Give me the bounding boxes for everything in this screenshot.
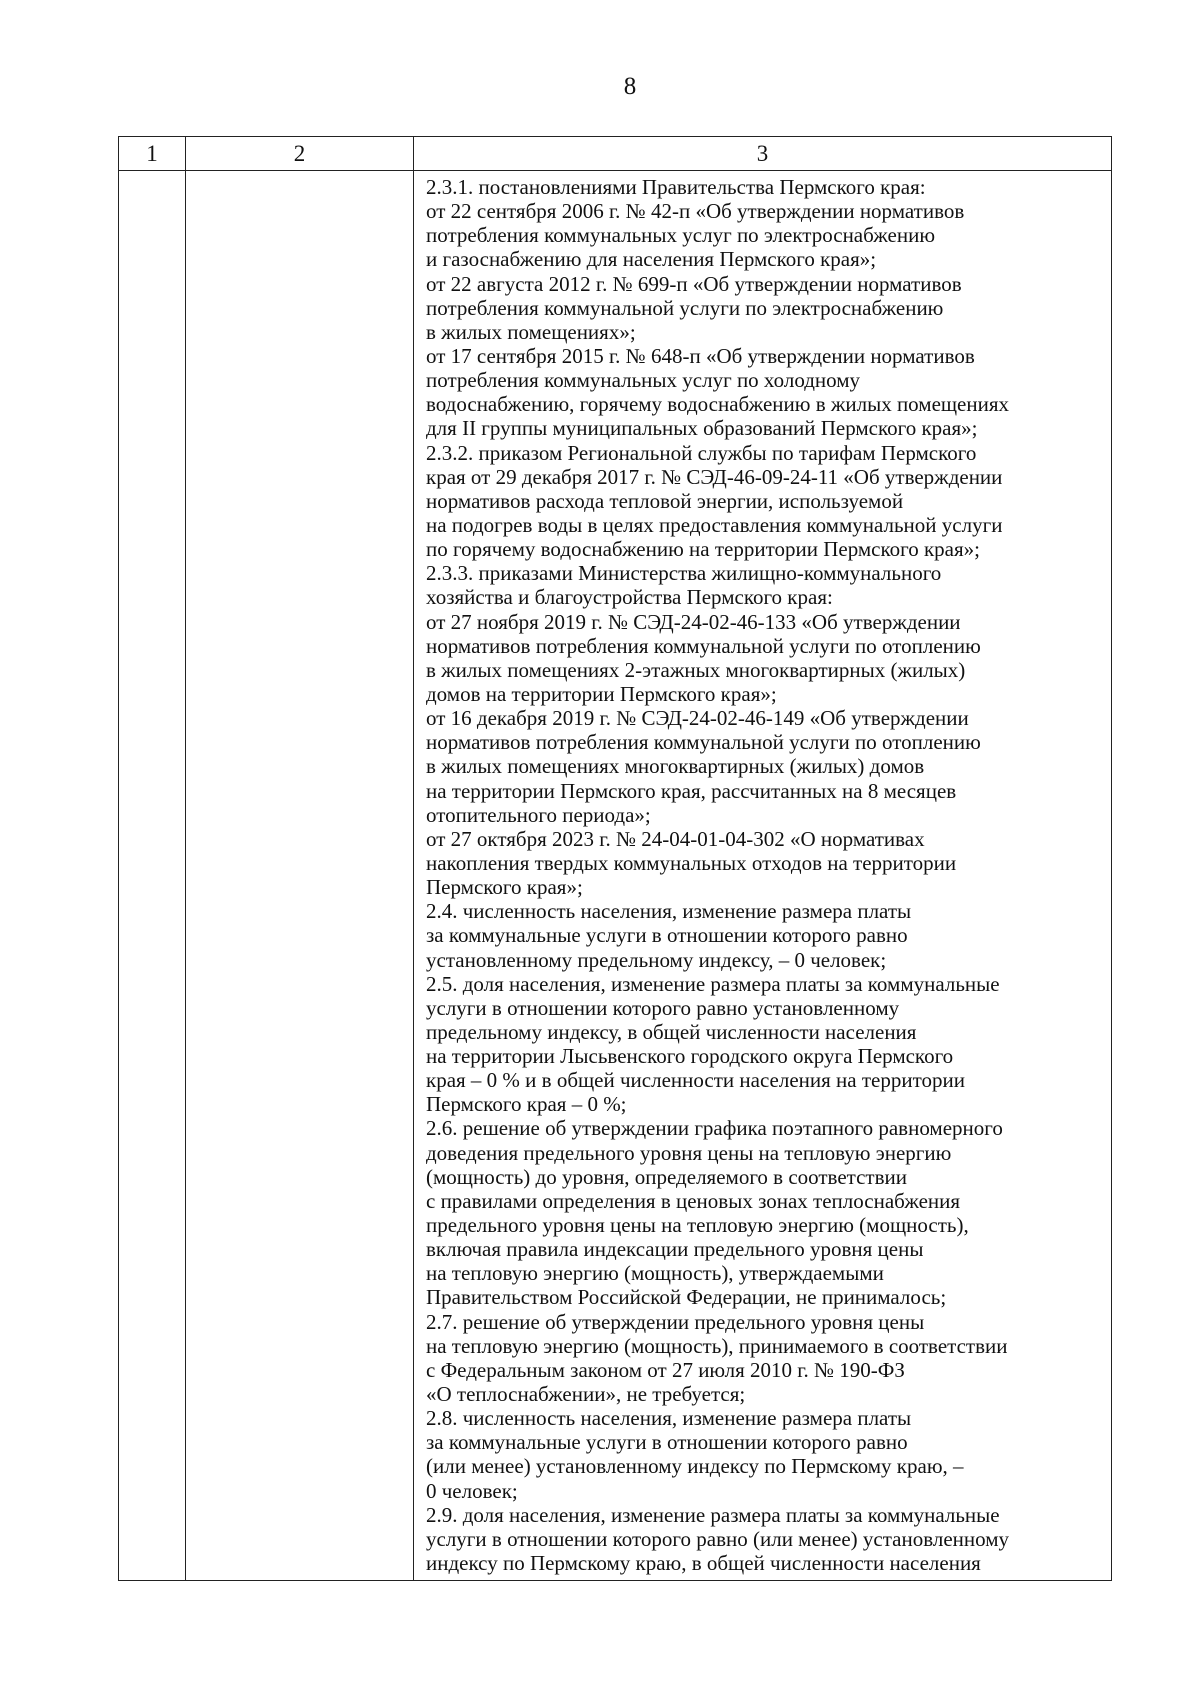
text-line: включая правила индексации предельного уровня цены bbox=[426, 1237, 924, 1262]
text-line: предельному индексу, в общей численности населения bbox=[426, 1019, 917, 1044]
table-body-row bbox=[119, 171, 1112, 1581]
text-line: 2.9. доля населения, изменение размера платы за коммунальные bbox=[426, 1502, 1000, 1527]
text-line: от 27 октября 2023 г. № 24-04-01-04-302 «О нормативах bbox=[426, 826, 925, 851]
text-line: водоснабжению, горячему водоснабжению в жилых помещениях bbox=[426, 392, 1010, 417]
text-line: 2.4. численность населения, изменение размера платы bbox=[426, 899, 912, 924]
text-line: 2.3.1. постановлениями Правительства Пермского края: bbox=[426, 175, 926, 199]
text-line: от 16 декабря 2019 г. № СЭД-24-02-46-149 «Об утверждении bbox=[426, 706, 969, 731]
text-line: в жилых помещениях»; bbox=[426, 319, 636, 344]
text-line: на подогрев воды в целях предоставления коммунальной услуги bbox=[426, 512, 1003, 537]
text-line: на тепловую энергию (мощность), утверждаемыми bbox=[426, 1261, 884, 1286]
table-header-row bbox=[119, 137, 1112, 171]
column-header-3: 3 bbox=[414, 137, 1112, 171]
text-line: и газоснабжению для населения Пермского края»; bbox=[426, 247, 877, 272]
text-line: (или менее) установленному индексу по Пермскому краю, – bbox=[426, 1454, 964, 1479]
text-line: на тепловую энергию (мощность), принимаемого в соответствии bbox=[426, 1333, 1008, 1358]
document-table bbox=[118, 136, 1112, 1581]
text-line: домов на территории Пермского края»; bbox=[426, 681, 777, 706]
text-line: 2.8. численность населения, изменение размера платы bbox=[426, 1406, 912, 1431]
text-line: края – 0 % и в общей численности населения на территории bbox=[426, 1068, 965, 1093]
text-line: 2.6. решение об утверждении графика поэтапного равномерного bbox=[426, 1116, 1003, 1141]
text-line: в жилых помещениях 2-этажных многоквартирных (жилых) bbox=[426, 657, 966, 682]
text-line: индексу по Пермскому краю, в общей численности населения bbox=[426, 1551, 981, 1576]
text-line: с правилами определения в ценовых зонах теплоснабжения bbox=[426, 1188, 961, 1213]
text-line: от 22 сентября 2006 г. № 42-п «Об утверждении нормативов bbox=[426, 199, 965, 224]
text-line: 2.3.3. приказами Министерства жилищно-коммунального bbox=[426, 561, 942, 586]
text-line: нормативов потребления коммунальной услуги по отоплению bbox=[426, 633, 981, 658]
text-line: от 22 августа 2012 г. № 699-п «Об утверждении нормативов bbox=[426, 271, 962, 296]
text-line: предельного уровня цены на тепловую энергию (мощность), bbox=[426, 1213, 969, 1238]
text-line: накопления твердых коммунальных отходов на территории bbox=[426, 850, 957, 875]
text-line: «О теплоснабжении», не требуется; bbox=[426, 1382, 746, 1407]
text-line: 2.3.2. приказом Региональной службы по тарифам Пермского bbox=[426, 440, 977, 465]
text-line: Правительством Российской Федерации, не принималось; bbox=[426, 1285, 947, 1310]
text-line: доведения предельного уровня цены на тепловую энергию bbox=[426, 1140, 952, 1165]
text-line: от 27 ноября 2019 г. № СЭД-24-02-46-133 «Об утверждении bbox=[426, 609, 961, 634]
column-header-2: 2 bbox=[186, 137, 414, 171]
text-line: на территории Пермского края, рассчитанных на 8 месяцев bbox=[426, 778, 957, 803]
column-1-cell bbox=[119, 171, 186, 1581]
text-line: Пермского края – 0 %; bbox=[426, 1092, 627, 1117]
text-line: от 17 сентября 2015 г. № 648-п «Об утверждении нормативов bbox=[426, 343, 975, 368]
text-line: по горячему водоснабжению на территории Пермского края»; bbox=[426, 537, 980, 562]
text-line: с Федеральным законом от 27 июля 2010 г. № 190-ФЗ bbox=[426, 1357, 905, 1382]
text-line: за коммунальные услуги в отношении которого равно bbox=[426, 1430, 908, 1455]
text-line: установленному предельному индексу, – 0 человек; bbox=[426, 947, 887, 972]
text-line: 0 человек; bbox=[426, 1478, 518, 1503]
text-line: на территории Лысьвенского городского округа Пермского bbox=[426, 1044, 954, 1069]
text-line: потребления коммунальных услуг по холодному bbox=[426, 368, 861, 393]
text-line: Пермского края»; bbox=[426, 875, 583, 900]
text-line: отопительного периода»; bbox=[426, 802, 651, 827]
text-line: края от 29 декабря 2017 г. № СЭД-46-09-24-11 «Об утверждении bbox=[426, 464, 1003, 489]
column-header-1: 1 bbox=[119, 137, 186, 171]
text-line: 2.5. доля населения, изменение размера платы за коммунальные bbox=[426, 971, 1000, 996]
text-line: услуги в отношении которого равно установленному bbox=[426, 995, 900, 1020]
text-line: в жилых помещениях многоквартирных (жилых) домов bbox=[426, 754, 925, 779]
text-line: 2.7. решение об утверждении предельного уровня цены bbox=[426, 1309, 925, 1334]
page-number: 8 bbox=[623, 73, 637, 100]
text-line: для II группы муниципальных образований Пермского края»; bbox=[426, 416, 978, 441]
text-line: потребления коммунальных услуг по электроснабжению bbox=[426, 223, 936, 248]
text-line: потребления коммунальной услуги по электроснабжению bbox=[426, 295, 944, 320]
column-3-cell bbox=[414, 171, 1112, 1581]
text-line: хозяйства и благоустройства Пермского края: bbox=[426, 585, 833, 610]
text-line: (мощность) до уровня, определяемого в соответствии bbox=[426, 1164, 907, 1189]
text-line: нормативов потребления коммунальной услуги по отоплению bbox=[426, 730, 981, 755]
text-line: за коммунальные услуги в отношении которого равно bbox=[426, 923, 908, 948]
column-3-text bbox=[414, 171, 1111, 1575]
column-2-cell bbox=[186, 171, 414, 1581]
text-line: услуги в отношении которого равно (или менее) установленному bbox=[426, 1526, 1010, 1551]
text-line: нормативов расхода тепловой энергии, используемой bbox=[426, 488, 904, 513]
